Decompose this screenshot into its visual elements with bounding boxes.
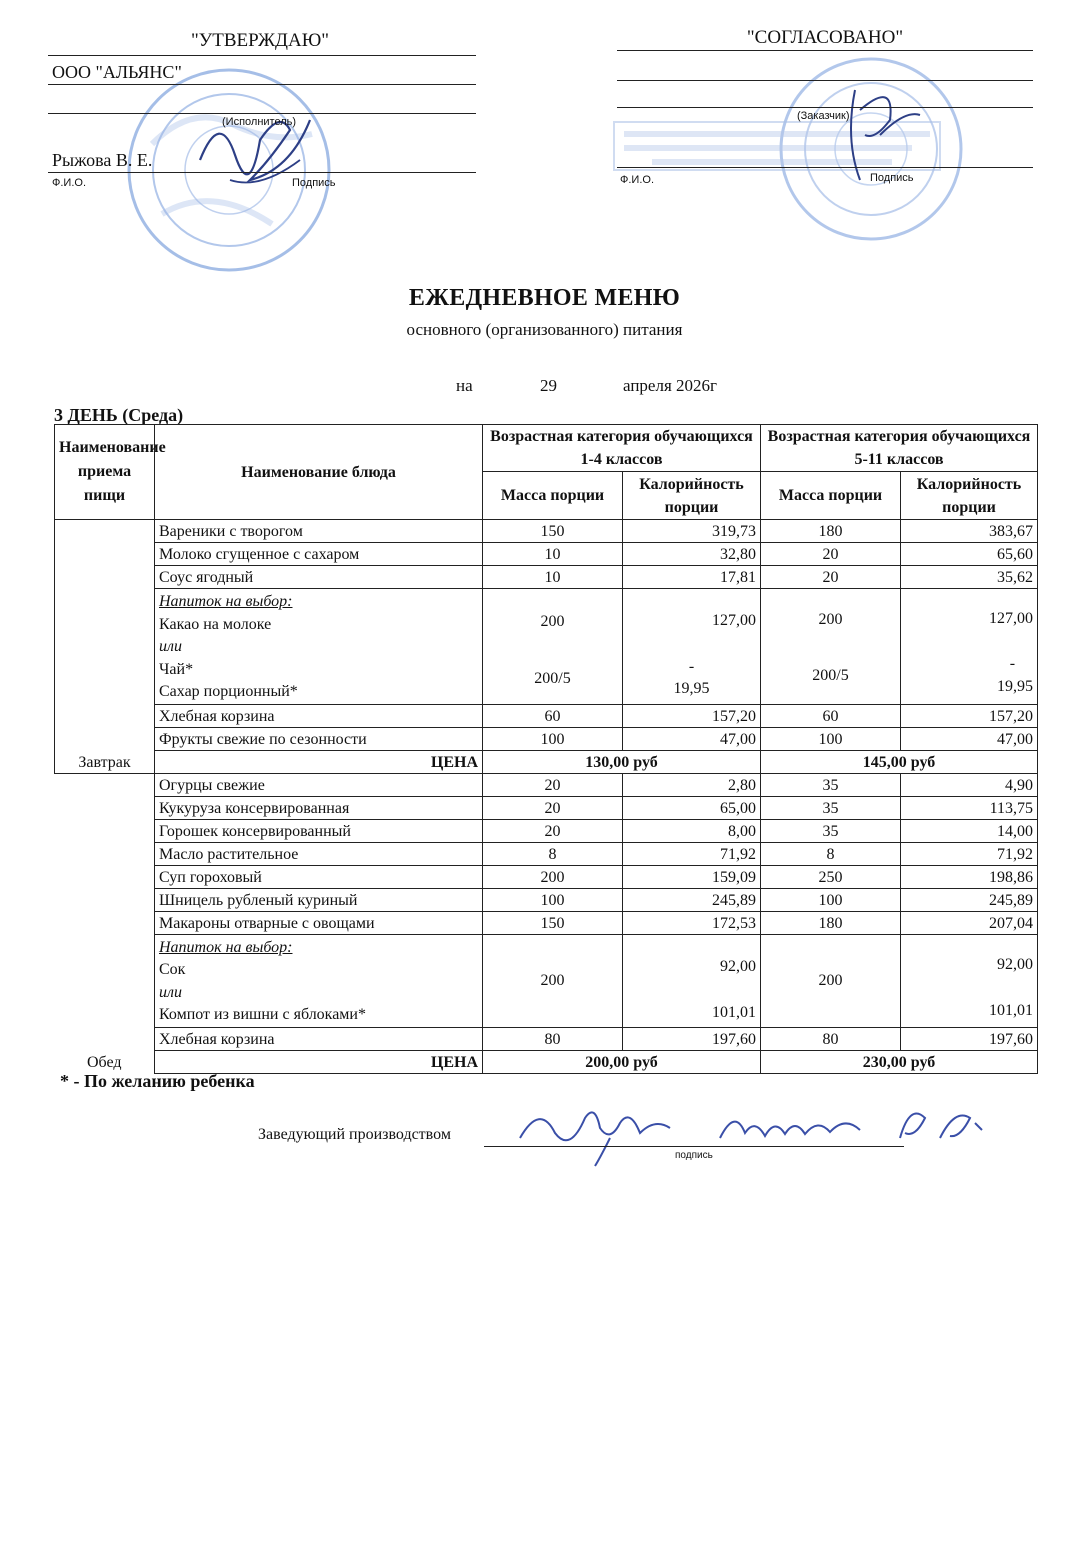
header-mass-1: Масса порции bbox=[483, 472, 623, 520]
mass-2: 20 bbox=[761, 566, 901, 589]
mass-2: 80 bbox=[761, 1027, 901, 1050]
kcal-1: 17,81 bbox=[623, 566, 761, 589]
executor-fio-label: Ф.И.О. bbox=[52, 177, 86, 189]
table-row bbox=[55, 888, 1038, 911]
dish-name: Суп гороховый bbox=[155, 865, 483, 888]
dish-name: Горошек консервированный bbox=[155, 819, 483, 842]
executor-name: Рыжова В. Е. bbox=[52, 150, 153, 170]
drink-or: или bbox=[159, 638, 182, 655]
drink-option: Компот из вишни с яблоками* bbox=[159, 1006, 366, 1023]
mass-1: 60 bbox=[483, 704, 623, 727]
kcal-2: 35,62 bbox=[901, 566, 1038, 589]
mass-2: 35 bbox=[761, 773, 901, 796]
mass-1: 200/5 bbox=[534, 670, 571, 687]
drink-or: или bbox=[159, 983, 182, 1001]
header-group-1-4: Возрастная категория обучающихся 1-4 классов bbox=[483, 425, 761, 472]
header-kcal-1: Калорийность порции bbox=[623, 472, 761, 520]
kcal-1: 157,20 bbox=[623, 704, 761, 727]
kcal-1: 319,73 bbox=[623, 520, 761, 543]
table-row bbox=[55, 727, 1038, 750]
mass-1: 80 bbox=[483, 1027, 623, 1050]
customer-fio-label: Ф.И.О. bbox=[620, 174, 654, 186]
date-day: 29 bbox=[540, 376, 557, 395]
date-month-year: апреля 2026г bbox=[623, 376, 717, 395]
mass-1: 20 bbox=[483, 773, 623, 796]
mass-1: 100 bbox=[483, 888, 623, 911]
executor-signature-label: Подпись bbox=[292, 177, 336, 189]
head-production-signature bbox=[500, 1098, 990, 1168]
table-row-drink-choice bbox=[55, 934, 1038, 1027]
dish-name: Макароны отварные с овощами bbox=[155, 911, 483, 934]
mass-2: 200 bbox=[761, 934, 901, 1027]
mass-1: 10 bbox=[483, 566, 623, 589]
kcal-1: 92,00 bbox=[720, 957, 757, 975]
kcal-2: 198,86 bbox=[901, 865, 1038, 888]
kcal-1: 159,09 bbox=[623, 865, 761, 888]
mass-1: 150 bbox=[483, 520, 623, 543]
price-5-11: 230,00 руб bbox=[761, 1050, 1038, 1073]
table-row bbox=[55, 911, 1038, 934]
day-label: 3 ДЕНЬ (Среда) bbox=[54, 405, 184, 425]
dish-name: Хлебная корзина bbox=[155, 704, 483, 727]
header-meal: Наименование приема пищи bbox=[55, 425, 155, 520]
kcal-2: 383,67 bbox=[901, 520, 1038, 543]
head-of-production-label: Заведующий производством bbox=[258, 1126, 451, 1143]
price-label: ЦЕНА bbox=[155, 1050, 483, 1073]
mass-2: 60 bbox=[761, 704, 901, 727]
document-title: ЕЖЕДНЕВНОЕ МЕНЮ bbox=[408, 285, 681, 311]
executor-organization: ООО "АЛЬЯНС" bbox=[52, 62, 182, 82]
kcal-1: 8,00 bbox=[623, 819, 761, 842]
mass-2: 200/5 bbox=[812, 667, 849, 684]
table-row bbox=[55, 796, 1038, 819]
mass-1: 100 bbox=[483, 727, 623, 750]
dish-name: Вареники с творогом bbox=[155, 520, 483, 543]
kcal-2: 47,00 bbox=[901, 727, 1038, 750]
price-1-4: 200,00 руб bbox=[483, 1050, 761, 1073]
kcal-1-dash: - bbox=[688, 658, 695, 675]
kcal-1: 71,92 bbox=[623, 842, 761, 865]
header-group-5-11: Возрастная категория обучающихся 5-11 классов bbox=[761, 425, 1038, 472]
kcal-1: 127,00 bbox=[712, 612, 757, 629]
drink-option: Чай* bbox=[159, 660, 194, 678]
price-5-11: 145,00 руб bbox=[761, 750, 1038, 773]
table-row bbox=[55, 704, 1038, 727]
price-label: ЦЕНА bbox=[155, 750, 483, 773]
kcal-2: 71,92 bbox=[901, 842, 1038, 865]
kcal-2: 197,60 bbox=[901, 1027, 1038, 1050]
kcal-1: 19,95 bbox=[673, 680, 710, 697]
kcal-2: 207,04 bbox=[901, 911, 1038, 934]
dish-name: Соус ягодный bbox=[155, 566, 483, 589]
dish-name: Шницель рубленый куриный bbox=[155, 888, 483, 911]
mass-2: 35 bbox=[761, 796, 901, 819]
header-dish: Наименование блюда bbox=[155, 425, 483, 520]
header-kcal-2: Калорийность порции bbox=[901, 472, 1038, 520]
kcal-2-dash: - bbox=[1009, 655, 1016, 672]
dish-name: Фрукты свежие по сезонности bbox=[155, 727, 483, 750]
mass-1: 8 bbox=[483, 842, 623, 865]
kcal-1: 172,53 bbox=[623, 911, 761, 934]
mass-2: 180 bbox=[761, 520, 901, 543]
kcal-2: 101,01 bbox=[989, 1001, 1034, 1019]
mass-1: 150 bbox=[483, 911, 623, 934]
dish-name: Масло растительное bbox=[155, 842, 483, 865]
document-subtitle: основного (организованного) питания bbox=[406, 320, 683, 339]
table-row bbox=[55, 819, 1038, 842]
drink-choice-label: Напиток на выбор: bbox=[159, 938, 293, 956]
kcal-2: 127,00 bbox=[989, 610, 1034, 627]
mass-1: 20 bbox=[483, 796, 623, 819]
mass-1: 10 bbox=[483, 543, 623, 566]
kcal-2: 4,90 bbox=[901, 773, 1038, 796]
executor-role-label: (Исполнитель) bbox=[222, 116, 297, 128]
price-1-4: 130,00 руб bbox=[483, 750, 761, 773]
kcal-1: 101,01 bbox=[712, 1003, 757, 1021]
mass-1: 20 bbox=[483, 819, 623, 842]
approve-title: "УТВЕРЖДАЮ" bbox=[191, 30, 329, 51]
kcal-2: 245,89 bbox=[901, 888, 1038, 911]
table-row bbox=[55, 842, 1038, 865]
mass-2: 250 bbox=[761, 865, 901, 888]
meal-lunch: Обед bbox=[55, 773, 155, 1073]
kcal-1: 65,00 bbox=[623, 796, 761, 819]
table-row bbox=[55, 520, 1038, 543]
kcal-1: 245,89 bbox=[623, 888, 761, 911]
kcal-1: 2,80 bbox=[623, 773, 761, 796]
dish-name: Кукуруза консервированная bbox=[155, 796, 483, 819]
mass-1: 200 bbox=[540, 613, 565, 630]
signature-caption: подпись bbox=[675, 1150, 713, 1161]
table-row bbox=[55, 543, 1038, 566]
kcal-1: 32,80 bbox=[623, 543, 761, 566]
kcal-1: 197,60 bbox=[623, 1027, 761, 1050]
table-row bbox=[55, 566, 1038, 589]
kcal-1: 47,00 bbox=[623, 727, 761, 750]
kcal-2: 19,95 bbox=[997, 678, 1034, 695]
dish-name: Огурцы свежие bbox=[155, 773, 483, 796]
table-row-drink-choice bbox=[55, 589, 1038, 705]
mass-2: 200 bbox=[818, 611, 843, 628]
meal-breakfast: Завтрак bbox=[55, 520, 155, 774]
drink-choice-label: Напиток на выбор: bbox=[159, 593, 293, 610]
price-row-breakfast bbox=[55, 750, 1038, 773]
price-row-lunch bbox=[55, 1050, 1038, 1073]
date-prefix: на bbox=[456, 376, 473, 395]
drink-option: Какао на молоке bbox=[159, 615, 272, 633]
mass-1: 200 bbox=[483, 934, 623, 1027]
mass-2: 20 bbox=[761, 543, 901, 566]
table-row bbox=[55, 1027, 1038, 1050]
mass-2: 8 bbox=[761, 842, 901, 865]
customer-role-label: (Заказчик) bbox=[797, 110, 850, 122]
mass-2: 100 bbox=[761, 727, 901, 750]
dish-name: Хлебная корзина bbox=[155, 1027, 483, 1050]
mass-2: 100 bbox=[761, 888, 901, 911]
mass-1: 200 bbox=[483, 865, 623, 888]
mass-2: 180 bbox=[761, 911, 901, 934]
kcal-2: 14,00 bbox=[901, 819, 1038, 842]
footnote: * - По желанию ребенка bbox=[60, 1071, 255, 1091]
kcal-2: 157,20 bbox=[901, 704, 1038, 727]
header-mass-2: Масса порции bbox=[761, 472, 901, 520]
mass-2: 35 bbox=[761, 819, 901, 842]
table-row bbox=[55, 865, 1038, 888]
drink-option: Сок bbox=[159, 961, 186, 978]
menu-table bbox=[54, 424, 1038, 1074]
agree-title: "СОГЛАСОВАНО" bbox=[746, 27, 904, 48]
kcal-2: 113,75 bbox=[901, 796, 1038, 819]
drink-option: Сахар порционный* bbox=[159, 683, 298, 700]
customer-signature-label: Подпись bbox=[870, 172, 914, 184]
kcal-2: 92,00 bbox=[997, 955, 1034, 973]
dish-name: Молоко сгущенное с сахаром bbox=[155, 543, 483, 566]
kcal-2: 65,60 bbox=[901, 543, 1038, 566]
table-row bbox=[55, 773, 1038, 796]
